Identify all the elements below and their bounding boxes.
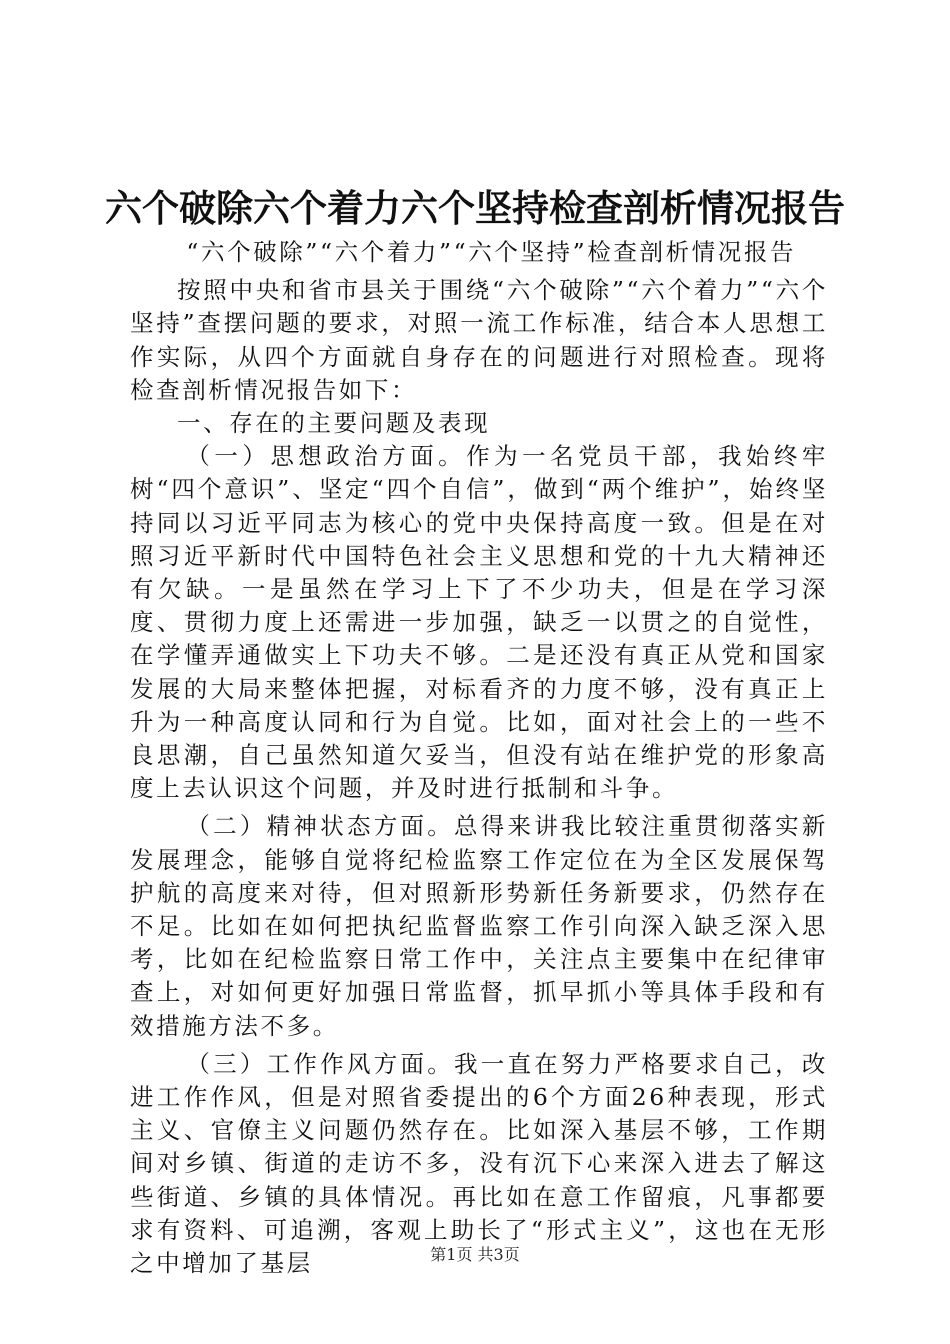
document-body xyxy=(130,236,828,1280)
intro-paragraph: 按照中央和省市县关于围绕“六个破除”“六个着力”“六个坚持”查摆问题的要求，对照一流工作标准，结合本人思想工作实际，从四个方面就自身存在的问题进行对照检查。现将检查剖析情况报告如下： xyxy=(130,276,828,404)
page-number: 第1页 共3页 xyxy=(430,1245,520,1264)
item-paragraph-2: （二）精神状态方面。总得来讲我比较注重贯彻落实新发展理念，能够自觉将纪检监察工作定位在为全区发展保驾护航的高度来对待，但对照新形势新任务新要求，仍然存在不足。比如在如何把执纪监督监察工作引向深入缺乏深入思考，比如在纪检监察日常工作中，关注点主要集中在纪律审查上，对如何更好加强日常监督，抓早抓小等具体手段和有效措施方法不多。 xyxy=(130,812,828,1040)
item-paragraph-1: （一）思想政治方面。作为一名党员干部，我始终牢树“四个意识”、坚定“四个自信”，做到“两个维护”，始终坚持同以习近平同志为核心的党中央保持高度一致。但是在对照习近平新时代中国特色社会主义思想和党的十九大精神还有欠缺。一是虽然在学习上下了不少功夫，但是在学习深度、贯彻力度上还需进一步加强，缺乏一以贯之的自觉性，在学懂弄通做实上下功夫不够。二是还没有真正从党和国家发展的大局来整体把握，对标看齐的力度不够，没有真正上升为一种高度认同和行为自觉。比如，面对社会上的一些不良思潮，自己虽然知道欠妥当，但没有站在维护党的形象高度上去认识这个问题，并及时进行抵制和斗争。 xyxy=(130,442,828,803)
item-paragraph-3: （三）工作作风方面。我一直在努力严格要求自己，改进工作作风，但是对照省委提出的6个方面26种表现，形式主义、官僚主义问题仍然存在。比如深入基层不够，工作期间对乡镇、街道的走访不多，没有沉下心来深入进去了解这些街道、乡镇的具体情况。再比如在意工作留痕，凡事都要求有资料、可追溯，客观上助长了“形式主义”，这也在无形之中增加了基层 xyxy=(130,1049,828,1278)
subtitle-paragraph: “六个破除”“六个着力”“六个坚持”检查剖析情况报告 xyxy=(186,238,797,266)
document-title: 六个破除六个着力六个坚持检查剖析情况报告 xyxy=(105,186,845,230)
section-heading: 一、存在的主要问题及表现 xyxy=(177,409,491,438)
